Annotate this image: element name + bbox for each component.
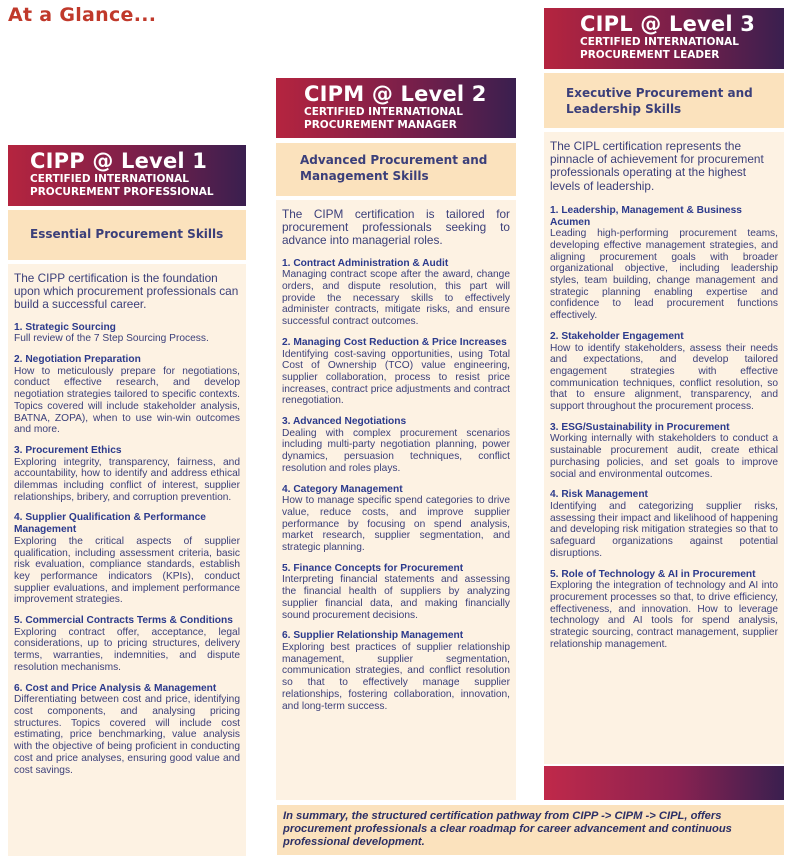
section-text: Exploring the integration of technology and AI into procurement processes so that, to drive efficiency, effectiveness, and innovation. How to leverage technology and AI tools for spend analysis, strategic sourcing, contract management, supplier relationship management. (550, 580, 778, 650)
section-title: 1. Contract Administration & Audit (282, 257, 449, 269)
level-3-title: CIPL @ Level 3 (580, 12, 756, 36)
level-2-skills (276, 143, 516, 196)
section-title: 4. Supplier Qualification & Performance Management (14, 512, 206, 536)
level-3-fullname-line1: CERTIFIED INTERNATIONAL (580, 36, 739, 48)
level-1-section (14, 322, 240, 345)
section-text: Exploring best practices of supplier relationship management, supplier segmentation, communication strategies, and conflict resolution so that to effectively manage supplier relationships, fostering collaboration, innovation, and long-term success. (282, 642, 510, 712)
level-2-section (282, 416, 510, 475)
level-3-section (550, 489, 778, 559)
level-2-fullname-line1: CERTIFIED INTERNATIONAL (304, 106, 463, 118)
section-text: Differentiating between cost and price, identifying cost components, and analysing pricing structures. Topics covered will include cost estimating, price benchmarking, value analysis with the objective of being proficient in conducting cost and price analyses, ensuring good value and cost savings. (14, 694, 240, 776)
level-3-skills (544, 73, 784, 128)
level-2-section (282, 258, 510, 328)
section-text: Identifying and categorizing supplier risks, assessing their impact and likelihood of happening and developing risk mitigation strategies so that to safeguard organizations against potential disruptions. (550, 500, 778, 559)
level-1-title: CIPP @ Level 1 (30, 149, 208, 173)
level-1-header (8, 145, 246, 206)
decorative-bar (544, 766, 784, 800)
section-title: 1. Leadership, Management & Business Acumen (550, 204, 742, 228)
page-title: At a Glance... (8, 4, 157, 26)
level-2-section (282, 563, 510, 622)
level-3-section (550, 205, 778, 322)
section-text: Exploring integrity, transparency, fairness, and accountability, how to identify and address ethical dilemmas including conflict of interest, supplier relationships, bribery, and corruption prevention. (14, 456, 240, 503)
section-text: Working internally with stakeholders to conduct a sustainable procurement audit, create ethical purchasing policies, and set goals to improve social and environmental outcomes. (550, 433, 778, 480)
level-3-section (550, 422, 778, 481)
level-1-body (8, 264, 246, 856)
section-text: Dealing with complex procurement scenarios including multi-party negotiation planning, power dynamics, persuasion techniques, conflict resolution and roles plays. (282, 427, 510, 474)
section-text: Managing contract scope after the award, change orders, and dispute resolution, this part will provide the necessary skills to effectively administer contracts, mitigate risks, and ensure successful contract outcomes. (282, 269, 510, 328)
section-title: 4. Risk Management (550, 489, 648, 501)
section-title: 4. Category Management (282, 483, 403, 495)
level-2-fullname-line2: PROCUREMENT MANAGER (304, 119, 457, 131)
level-3-section (550, 569, 778, 651)
level-3-header (544, 8, 784, 69)
section-title: 3. Advanced Negotiations (282, 416, 407, 428)
section-text: Full review of the 7 Step Sourcing Process. (14, 333, 209, 345)
level-2-title: CIPM @ Level 2 (304, 82, 487, 106)
section-title: 2. Negotiation Preparation (14, 354, 141, 366)
section-text: Exploring the critical aspects of supplier qualification, including assessment criteria, basic risk evaluation, compliance standards, establish key performance indicators (KPIs), conduct supplier evaluations, and implement performance improvement strategies. (14, 535, 240, 606)
level-1-fullname-line1: CERTIFIED INTERNATIONAL (30, 173, 189, 185)
section-title: 6. Supplier Relationship Management (282, 630, 464, 642)
section-text: Leading high-performing procurement teams, developing effective management strategies, and aligning procurement goals with broader organizational objective, including leadership styles, team building, change management and strategic planning enabling expertise and confidence to lead procurement functions effectively. (550, 228, 778, 322)
section-title: 2. Managing Cost Reduction & Price Increases (282, 336, 507, 348)
section-title: 1. Strategic Sourcing (14, 321, 116, 333)
section-title: 5. Finance Concepts for Procurement (282, 562, 464, 574)
level-3-skills-label: Executive Procurement and Leadership Skills (566, 86, 753, 116)
level-1-section (14, 354, 240, 436)
section-title: 3. ESG/Sustainability in Procurement (550, 421, 730, 433)
level-1-fullname-line2: PROCUREMENT PROFESSIONAL (30, 186, 214, 198)
level-1-skills (8, 210, 246, 260)
level-1-section (14, 512, 240, 606)
level-2-section (282, 484, 510, 554)
level-3-fullname-line2: PROCUREMENT LEADER (580, 49, 720, 61)
section-title: 6. Cost and Price Analysis & Management (14, 682, 217, 694)
level-2-skills-label: Advanced Procurement and Management Skills (300, 153, 488, 183)
level-1-section (14, 683, 240, 777)
level-3-intro: The CIPL certification represents the pinnacle of achievement for procurement professionals operating at the highest levels of leadership. (550, 139, 764, 193)
section-text: Identifying cost-saving opportunities, using Total Cost of Ownership (TCO) value engineering, supplier collaboration, process to resist price increases, contract price adjustments and contract renegotiation. (282, 348, 510, 407)
level-1-intro: The CIPP certification is the foundation upon which procurement professionals can build a successful career. (14, 271, 239, 312)
level-2-section (282, 630, 510, 712)
section-text: Exploring contract offer, acceptance, legal considerations, up to pricing structures, delivery terms, warranties, indemnities, and dispute resolution mechanisms. (14, 626, 240, 673)
section-text: How to meticulously prepare for negotiations, conduct effective research, and develop negotiation strategies tailored to specific contexts. Topics covered will include stakeholder analysis, BATNA, ZOPA), when to use win-win outcomes and more. (14, 365, 240, 436)
level-1-section (14, 615, 240, 674)
section-title: 5. Role of Technology & AI in Procurement (550, 568, 756, 580)
level-3-section (550, 331, 778, 413)
level-3-body (544, 132, 784, 764)
section-text: How to identify stakeholders, assess their needs and expectations, and develop tailored engagement strategies with effective communication techniques, conflict resolution, so that to ensure alignment, transparency, and support throughout the procurement process. (550, 342, 778, 413)
section-title: 2. Stakeholder Engagement (550, 330, 684, 342)
section-title: 3. Procurement Ethics (14, 444, 122, 456)
section-title: 5. Commercial Contracts Terms & Conditions (14, 615, 233, 627)
level-2-section (282, 337, 510, 407)
level-1-section (14, 445, 240, 504)
section-text: Interpreting financial statements and assessing the financial health of suppliers by analyzing supplier financial data, and making financially sound procurement decisions. (282, 574, 510, 621)
level-1-skills-label: Essential Procurement Skills (30, 227, 224, 241)
section-text: How to manage specific spend categories to drive value, reduce costs, and improve supplier performance by focusing on spend analysis, market research, supplier segmentation, and strategic planning. (282, 495, 510, 554)
summary-text: In summary, the structured certification pathway from CIPP -> CIPM -> CIPL, offers procurement professionals a clear roadmap for career advancement and continuous professional development. (283, 810, 732, 849)
level-2-header (276, 78, 516, 138)
summary-box (277, 805, 784, 855)
level-2-body (276, 200, 516, 800)
level-2-intro: The CIPM certification is tailored for procurement professionals seeking to advance into managerial roles. (282, 207, 510, 248)
